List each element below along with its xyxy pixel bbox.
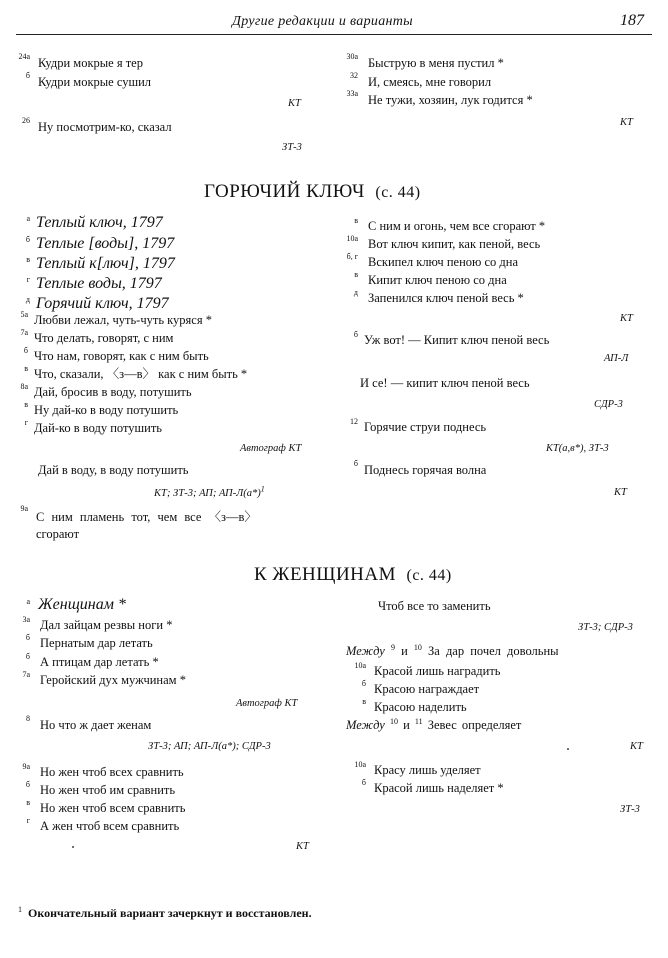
verse-line: Красою награждает bbox=[374, 682, 480, 696]
verse-line: Но жен чтоб всем сравнить bbox=[40, 801, 186, 815]
footnote-ref: 1 bbox=[260, 484, 265, 494]
source-note: ЗТ-3; СДР-3 bbox=[578, 622, 633, 633]
source-note: ЗТ-3; АП; АП-Л(а*); СДР-3 bbox=[148, 741, 271, 752]
line-mark: 24а bbox=[18, 52, 30, 61]
variant-between-line: Между $^{10}$ и $^{11}$ Зевес определяет bbox=[346, 716, 522, 732]
line-mark: 10а bbox=[354, 760, 366, 769]
line-mark: 3а bbox=[22, 615, 30, 624]
verse-line: Вот ключ кипит, как пеной, весь bbox=[368, 237, 541, 251]
line-mark: в bbox=[24, 400, 28, 409]
verse-line: Дай, бросив в воду, потушить bbox=[34, 385, 192, 399]
line-mark: б, г bbox=[346, 252, 358, 261]
verse-line: Дал зайцам резвы ноги * bbox=[40, 618, 173, 632]
source-note: Автограф КТ bbox=[236, 698, 298, 709]
verse-line: Что делать, говорят, с ним bbox=[34, 331, 174, 345]
variant-title: Теплые воды, 1797 bbox=[36, 275, 162, 292]
source-note: ЗТ-3 bbox=[282, 142, 302, 153]
line-mark: б bbox=[25, 633, 30, 642]
line-mark: б bbox=[25, 71, 30, 80]
line-mark: г bbox=[24, 418, 28, 427]
line-mark: в bbox=[24, 364, 28, 373]
footnote bbox=[18, 906, 312, 921]
line-mark: в bbox=[354, 270, 358, 279]
line-mark: а bbox=[26, 597, 30, 606]
section-title: К ЖЕНЩИНАМ (с. 44) bbox=[254, 564, 452, 585]
header-rule bbox=[16, 34, 652, 35]
verse-line: Кудри мокрые сушил bbox=[38, 75, 152, 89]
verse-line: А птицам дар летать * bbox=[40, 655, 159, 669]
variant-between-line: Между $^9$ и $^{10}$ За дар почел довольны bbox=[346, 642, 559, 658]
verse-line: Красою наделить bbox=[374, 700, 467, 714]
verse-line: Запенился ключ пеной весь * bbox=[368, 291, 524, 305]
verse-line: Что, сказали, 〈з—в〉 как с ним быть * bbox=[34, 367, 248, 381]
source-note: КТ bbox=[630, 741, 643, 752]
verse-line: Вскипел ключ пеною со дна bbox=[368, 255, 518, 269]
line-mark: 30а bbox=[346, 52, 358, 61]
verse-line: А жен чтоб всем сравнить bbox=[40, 819, 180, 833]
verse-line: Ну дай-ко в воду потушить bbox=[34, 403, 179, 417]
running-title: Другие редакции и варианты bbox=[232, 14, 413, 29]
verse-line: Быструю в меня пустил * bbox=[368, 56, 504, 70]
line-mark: 7а bbox=[22, 670, 30, 679]
verse-line: Но что ж дает женам bbox=[40, 718, 152, 732]
source-note: КТ; ЗТ-3; АП; $АП-Л(а*)^1$ bbox=[154, 484, 265, 499]
line-mark: в bbox=[362, 697, 366, 706]
source-note: КТ bbox=[288, 98, 301, 109]
verse-line: Дай в воду, в воду потушить bbox=[38, 463, 189, 477]
verse-line: Чтоб все то заменить bbox=[378, 599, 491, 613]
source-note: Автограф КТ bbox=[240, 443, 302, 454]
verse-line: Красу лишь уделяет bbox=[374, 763, 481, 777]
variant-title: Женщинам * bbox=[38, 596, 126, 613]
line-mark: б bbox=[361, 679, 366, 688]
source-note: КТ bbox=[620, 313, 633, 324]
verse-line: И, смеясь, мне говорил bbox=[368, 75, 492, 89]
variant-title: Теплые [воды], 1797 bbox=[36, 235, 175, 252]
line-mark: в bbox=[26, 255, 30, 264]
verse-line: Пернатым дар летать bbox=[40, 636, 153, 650]
print-speck bbox=[72, 846, 74, 848]
verse-line: Дай-ко в воду потушить bbox=[34, 421, 163, 435]
line-mark: 5а bbox=[20, 310, 28, 319]
print-speck bbox=[567, 748, 569, 750]
verse-line: Уж вот! — Кипит ключ пеной весь bbox=[364, 333, 550, 347]
source-note: СДР-3 bbox=[594, 399, 623, 410]
source-note: КТ bbox=[620, 117, 633, 128]
footnote-text: Окончательный вариант зачеркнут и восстановлен. bbox=[28, 906, 312, 920]
line-mark: 10а bbox=[346, 234, 358, 243]
line-mark: 32 bbox=[350, 71, 358, 80]
source-note: АП-Л bbox=[604, 353, 629, 364]
verse-line: Ну посмотрим-ко, сказал bbox=[38, 120, 172, 134]
verse-line: Красой лишь наградить bbox=[374, 664, 501, 678]
line-mark: б bbox=[353, 459, 358, 468]
line-mark: д bbox=[25, 295, 30, 304]
line-mark: б bbox=[25, 235, 30, 244]
line-mark: 12 bbox=[350, 417, 358, 426]
verse-line: С ним пламень тот, чем все 〈з—в〉 bbox=[36, 510, 257, 524]
line-mark: г bbox=[26, 816, 30, 825]
line-mark: б bbox=[25, 652, 30, 661]
variant-title: Горячий ключ, 1797 bbox=[36, 295, 169, 312]
line-mark: 8 bbox=[26, 714, 30, 723]
line-mark: 8а bbox=[20, 382, 28, 391]
line-mark: б bbox=[353, 330, 358, 339]
line-mark: 33а bbox=[346, 89, 358, 98]
section-title: ГОРЮЧИЙ КЛЮЧ (с. 44) bbox=[204, 181, 421, 202]
line-mark: г bbox=[26, 275, 30, 284]
verse-line: Не тужи, хозяин, лук годится * bbox=[368, 93, 533, 107]
verse-line: Геройский дух мужчинам * bbox=[40, 673, 186, 687]
line-mark: 26 bbox=[22, 116, 30, 125]
verse-line: Красой лишь наделяет * bbox=[374, 781, 504, 795]
variant-title: Теплый ключ, 1797 bbox=[36, 214, 163, 231]
line-mark: а bbox=[26, 214, 30, 223]
line-mark: б bbox=[25, 780, 30, 789]
line-mark: 9а bbox=[22, 762, 30, 771]
line-mark: 10а bbox=[354, 661, 366, 670]
line-mark: 9а bbox=[20, 504, 28, 513]
source-note: КТ(а,в*), ЗТ-3 bbox=[546, 443, 609, 454]
verse-line: И се! — кипит ключ пеной весь bbox=[360, 376, 530, 390]
variant-title: Теплый к[люч], 1797 bbox=[36, 255, 175, 272]
line-mark: б bbox=[23, 346, 28, 355]
verse-line: С ним и огонь, чем все сгорают * bbox=[368, 219, 546, 233]
verse-line: Поднесь горячая волна bbox=[364, 463, 487, 477]
source-note: ЗТ-3 bbox=[620, 804, 640, 815]
footnote-number: 1 bbox=[18, 905, 22, 914]
page-number: 187 bbox=[620, 12, 644, 29]
line-mark: д bbox=[353, 288, 358, 297]
verse-line: Горячие струи поднесь bbox=[364, 420, 487, 434]
line-mark: 7а bbox=[20, 328, 28, 337]
verse-line-continued: сгорают bbox=[36, 527, 80, 541]
source-note: КТ bbox=[296, 841, 309, 852]
verse-line: Но жен чтоб им сравнить bbox=[40, 783, 176, 797]
line-mark: в bbox=[354, 216, 358, 225]
source-note: КТ bbox=[614, 487, 627, 498]
verse-line: Кудри мокрые я тер bbox=[38, 56, 143, 70]
line-mark: б bbox=[361, 778, 366, 787]
line-mark: в bbox=[26, 798, 30, 807]
verse-line: Кипит ключ пеною со дна bbox=[368, 273, 507, 287]
verse-line: Любви лежал, чуть-чуть куряся * bbox=[34, 313, 212, 327]
verse-line: Что нам, говорят, как с ним быть bbox=[34, 349, 209, 363]
verse-line: Но жен чтоб всех сравнить bbox=[40, 765, 184, 779]
